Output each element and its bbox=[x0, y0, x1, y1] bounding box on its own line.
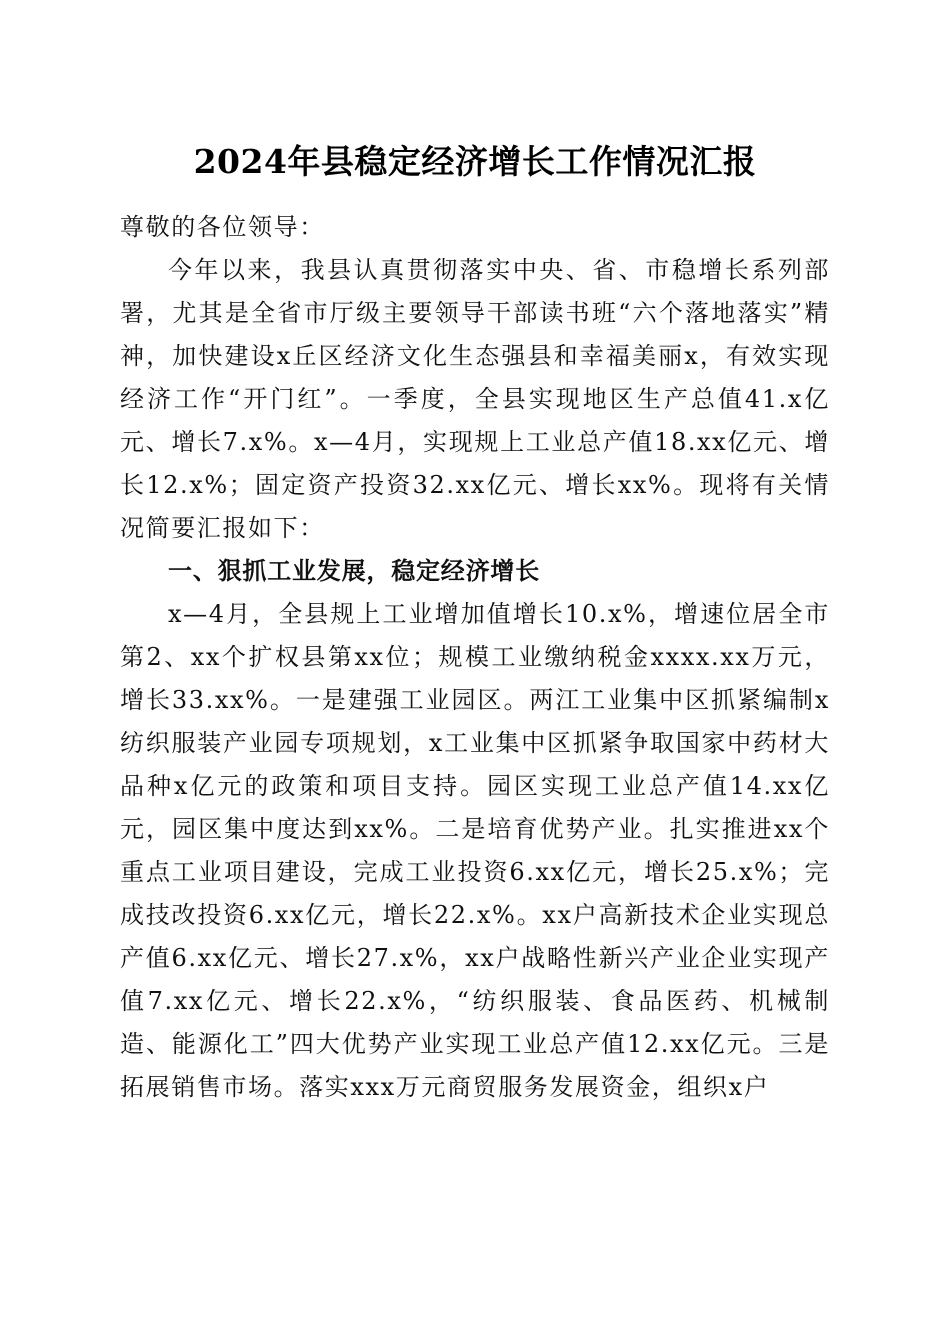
salutation: 尊敬的各位领导： bbox=[120, 213, 325, 241]
document-body bbox=[120, 206, 830, 1109]
section-paragraph-1: x—4月，全县规上工业增加值增长10.x%，增速位居全市第2、xx个扩权县第xx位；规模工业缴纳税金xxxx.xx万元，增长33.xx%。一是建强工业园区。两江工业集中区抓紧编制x纺织服装产业园专项规划，x工业集中区抓紧争取国家中药材大品种x亿元的政策和项目支持。园区实现工业总产值14.xx亿元，园区集中度达到xx%。二是培育优势产业。扎实推进xx个重点工业项目建设，完成工业投资6.xx亿元，增长25.x%；完成技改投资6.xx亿元，增长22.x%。xx户高新技术企业实现总产值6.xx亿元、增长27.x%，xx户战略性新兴产业企业实现产值7.xx亿元、增长22.x%，“纺织服装、食品医药、机械制造、能源化工”四大优势产业实现工业总产值12.xx亿元。三是拓展销售市场。落实xxx万元商贸服务发展资金，组织x户 bbox=[120, 600, 830, 1101]
section-heading-1: 一、狠抓工业发展，稳定经济增长 bbox=[168, 557, 540, 585]
document-title: 2024年县稳定经济增长工作情况汇报 bbox=[193, 142, 757, 181]
intro-paragraph: 今年以来，我县认真贯彻落实中央、省、市稳增长系列部署，尤其是全省市厅级主要领导干部读书班“六个落地落实”精神，加快建设x丘区经济文化生态强县和幸福美丽x，有效实现经济工作“开门红”。一季度，全县实现地区生产总值41.x亿元、增长7.x%。x—4月，实现规上工业总产值18.xx亿元、增长12.x%；固定资产投资32.xx亿元、增长xx%。现将有关情况简要汇报如下： bbox=[120, 256, 830, 542]
